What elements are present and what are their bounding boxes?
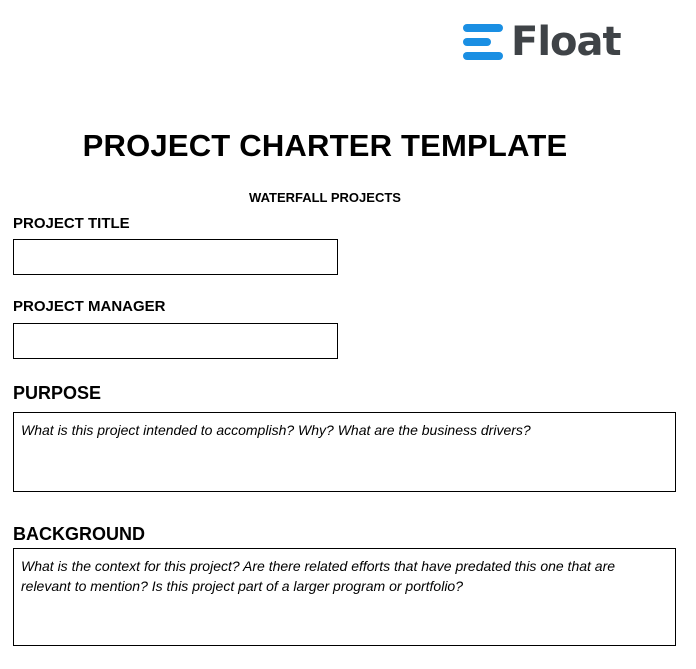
project-title-label: PROJECT TITLE: [13, 215, 130, 232]
project-title-field[interactable]: [13, 239, 338, 275]
purpose-field[interactable]: What is this project intended to accomplish? Why? What are the business drivers?: [13, 412, 676, 492]
page-subtitle: WATERFALL PROJECTS: [249, 190, 401, 205]
purpose-label: PURPOSE: [13, 383, 102, 403]
brand-name: Float: [511, 19, 621, 65]
float-logo: [463, 20, 621, 64]
page-title: PROJECT CHARTER TEMPLATE: [82, 128, 568, 163]
project-manager-field[interactable]: [13, 323, 338, 359]
float-logo-icon: [463, 22, 507, 62]
background-label: BACKGROUND: [13, 524, 145, 544]
project-manager-label: PROJECT MANAGER: [13, 298, 166, 315]
background-field[interactable]: What is the context for this project? Are there related efforts that have predated this one that are relevant to mention? Is this project part of a larger program or portfolio?: [13, 548, 676, 646]
